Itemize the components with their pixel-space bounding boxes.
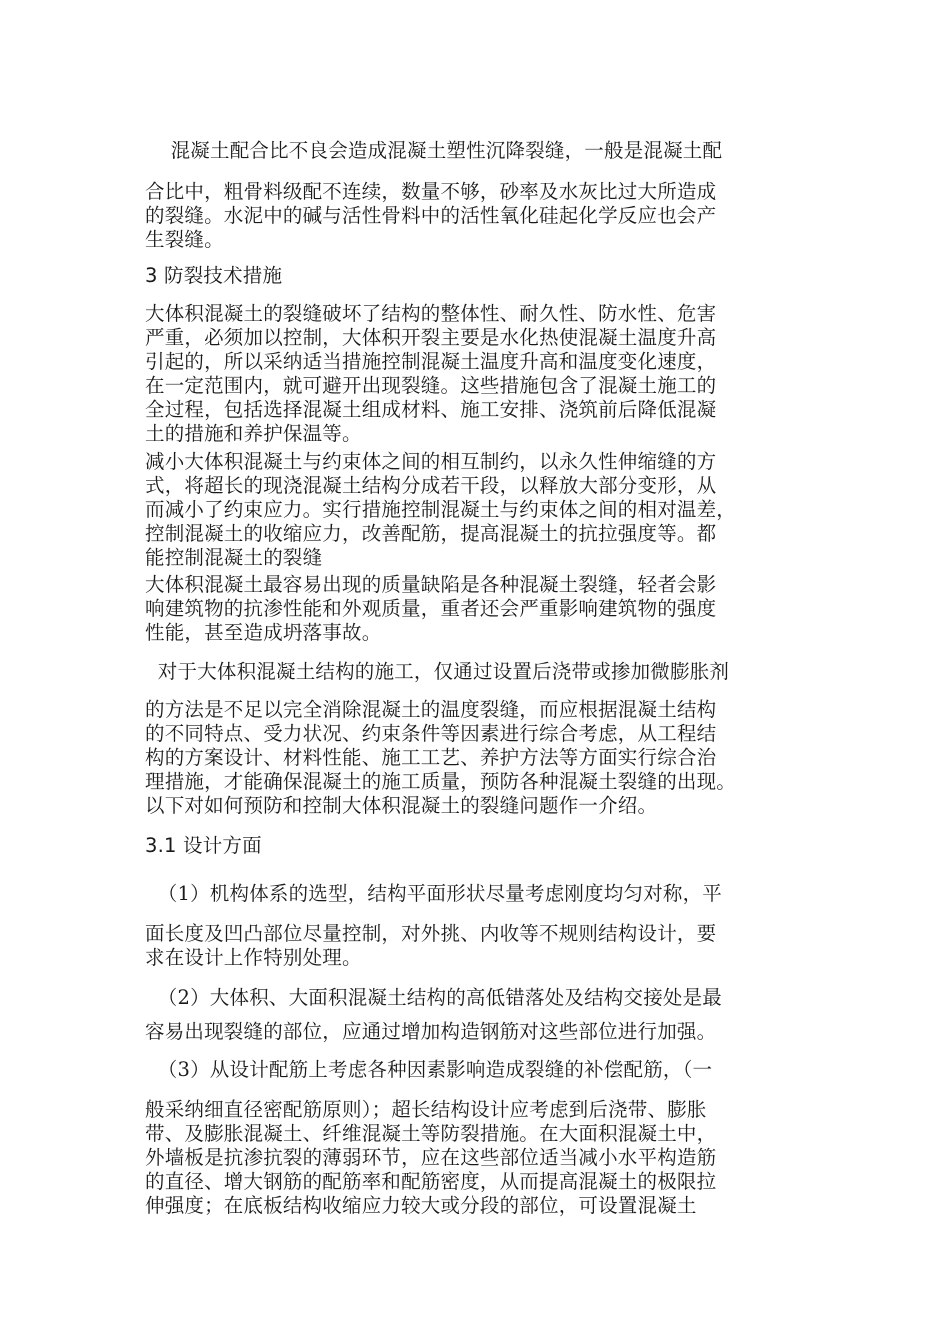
paragraph-line: 般采纳细直径密配筋原则）；超长结构设计应考虑到后浇带、膨胀 xyxy=(145,1098,707,1121)
paragraph-line: 的裂缝。水泥中的碱与活性骨料中的活性氧化硅起化学反应也会产 xyxy=(145,204,717,227)
paragraph-line: （1）机构体系的选型，结构平面形状尽量考虑刚度均匀对称，平 xyxy=(145,882,723,905)
paragraph-line: 生裂缝。 xyxy=(145,228,224,251)
paragraph-line: 式，将超长的现浇混凝土结构分成若干段，以释放大部分变形，从 xyxy=(145,474,717,497)
paragraph-line: 以下对如何预防和控制大体积混凝土的裂缝问题作一介绍。 xyxy=(145,794,658,817)
paragraph-line: 全过程，包括选择混凝土组成材料、施工安排、浇筑前后降低混凝 xyxy=(145,398,717,421)
paragraph-line: 带、及膨胀混凝土、纤维混凝土等防裂措施。在大面积混凝土中， xyxy=(145,1122,717,1145)
paragraph-line: 合比中，粗骨料级配不连续，数量不够，砂率及水灰比过大所造成 xyxy=(145,180,717,203)
paragraph-line: 求在设计上作特别处理。 xyxy=(145,946,362,969)
paragraph-line: 面长度及凹凸部位尽量控制，对外挑、内收等不规则结构设计，要 xyxy=(145,922,717,945)
paragraph-line: 在一定范围内，就可避开出现裂缝。这些措施包含了混凝土施工的 xyxy=(145,374,717,397)
paragraph-line: 容易出现裂缝的部位，应通过增加构造钢筋对这些部位进行加强。 xyxy=(145,1020,717,1043)
paragraph-line: 理措施，才能确保混凝土的施工质量，预防各种混凝土裂缝的出现。 xyxy=(145,770,737,793)
paragraph-line: 性能，甚至造成坍落事故。 xyxy=(145,621,382,644)
paragraph-line: 外墙板是抗渗抗裂的薄弱环节，应在这些部位适当减小水平构造筋 xyxy=(145,1146,717,1169)
section-heading: 3.1 设计方面 xyxy=(145,834,262,857)
paragraph-line: 响建筑物的抗渗性能和外观质量，重者还会严重影响建筑物的强度 xyxy=(145,597,717,620)
section-heading: 3 防裂技术措施 xyxy=(145,264,283,287)
paragraph-line: 的直径、增大钢筋的配筋率和配筋密度，从而提高混凝土的极限拉 xyxy=(145,1170,717,1193)
paragraph-line: 引起的，所以采纳适当措施控制混凝土温度升高和温度变化速度， xyxy=(145,350,717,373)
paragraph-line: 伸强度；在底板结构收缩应力较大或分段的部位，可设置混凝土 xyxy=(145,1194,697,1217)
paragraph-line: 严重，必须加以控制，大体积开裂主要是水化热使混凝土温度升高 xyxy=(145,326,717,349)
paragraph-line: 土的措施和养护保温等。 xyxy=(145,422,362,445)
paragraph-line: 构的方案设计、材料性能、施工工艺、养护方法等方面实行综合治 xyxy=(145,746,717,769)
paragraph-line: 减小大体积混凝土与约束体之间的相互制约，以永久性伸缩缝的方 xyxy=(145,450,717,473)
paragraph-line: 而减小了约束应力。实行措施控制混凝土与约束体之间的相对温差， xyxy=(145,498,737,521)
paragraph-line: 大体积混凝土最容易出现的质量缺陷是各种混凝土裂缝，轻者会影 xyxy=(145,573,717,596)
paragraph-line: 控制混凝土的收缩应力，改善配筋，提高混凝土的抗拉强度等。都 xyxy=(145,522,717,545)
paragraph-line: （3）从设计配筋上考虑各种因素影响造成裂缝的补偿配筋，（一 xyxy=(145,1058,713,1081)
paragraph-line: 大体积混凝土的裂缝破坏了结构的整体性、耐久性、防水性、危害 xyxy=(145,302,717,325)
paragraph-line: （2）大体积、大面积混凝土结构的高低错落处及结构交接处是最 xyxy=(145,986,723,1009)
paragraph-line: 能控制混凝土的裂缝 xyxy=(145,546,323,569)
paragraph-line: 对于大体积混凝土结构的施工，仅通过设置后浇带或掺加微膨胀剂 xyxy=(145,660,730,683)
paragraph-line: 的不同特点、受力状况、约束条件等因素进行综合考虑，从工程结 xyxy=(145,722,717,745)
paragraph-line: 的方法是不足以完全消除混凝土的温度裂缝，而应根据混凝土结构 xyxy=(145,698,717,721)
paragraph-line: 混凝土配合比不良会造成混凝土塑性沉降裂缝，一般是混凝土配 xyxy=(145,139,723,162)
